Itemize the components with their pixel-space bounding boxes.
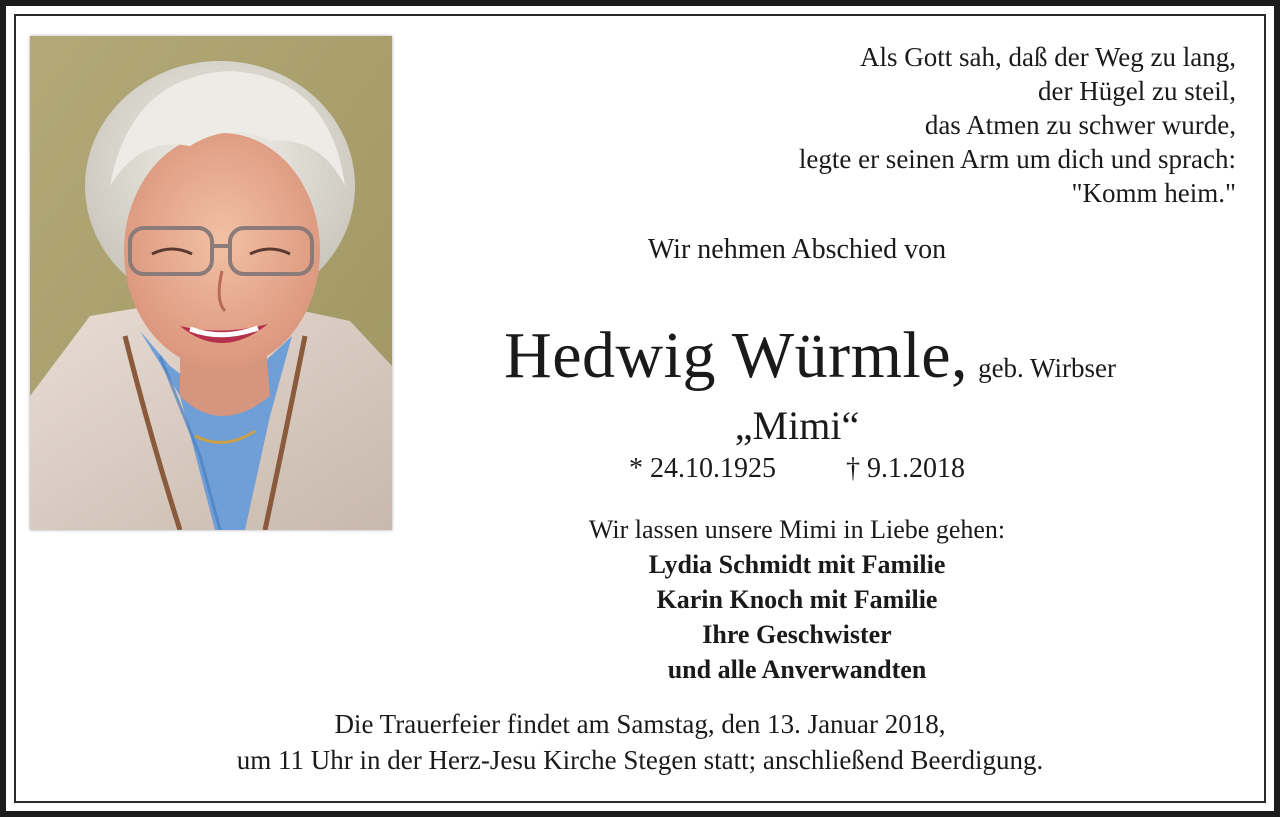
death-date: † 9.1.2018 <box>846 453 965 484</box>
mourners-lead: Wir lassen unsere Mimi in Liebe gehen: <box>588 515 1006 544</box>
intro-text: Wir nehmen Abschied von <box>647 234 947 265</box>
life-dates <box>392 450 1202 488</box>
deceased-name-row <box>380 316 1240 408</box>
poem-line: legte er seinen Arm um dich und sprach: <box>798 144 1236 174</box>
deceased-nickname: „Mimi“ <box>734 403 860 448</box>
mourner-name: Ihre Geschwister <box>702 620 892 649</box>
ceremony-info <box>150 706 1130 778</box>
mourner-name: und alle Anverwandten <box>667 655 927 684</box>
mourner-name: Karin Knoch mit Familie <box>656 585 938 614</box>
poem-line: Als Gott sah, daß der Weg zu lang, <box>860 42 1236 72</box>
deceased-born-name: geb. Wirbser <box>978 353 1116 383</box>
deceased-name: Hedwig Würmle, <box>504 319 969 392</box>
poem-line: "Komm heim." <box>1071 178 1236 208</box>
mourner-name: Lydia Schmidt mit Familie <box>648 550 946 579</box>
ceremony-line: Die Trauerfeier findet am Samstag, den 13. Januar 2018, <box>334 709 946 739</box>
mourners-block <box>392 512 1202 687</box>
poem-line: der Hügel zu steil, <box>1038 76 1236 106</box>
poem-line: das Atmen zu schwer wurde, <box>924 110 1236 140</box>
poem <box>676 40 1236 210</box>
birth-date: * 24.10.1925 <box>629 453 776 484</box>
portrait-photo <box>30 36 392 530</box>
ceremony-line: um 11 Uhr in der Herz-Jesu Kirche Stegen statt; anschließend Beerdigung. <box>236 745 1044 775</box>
